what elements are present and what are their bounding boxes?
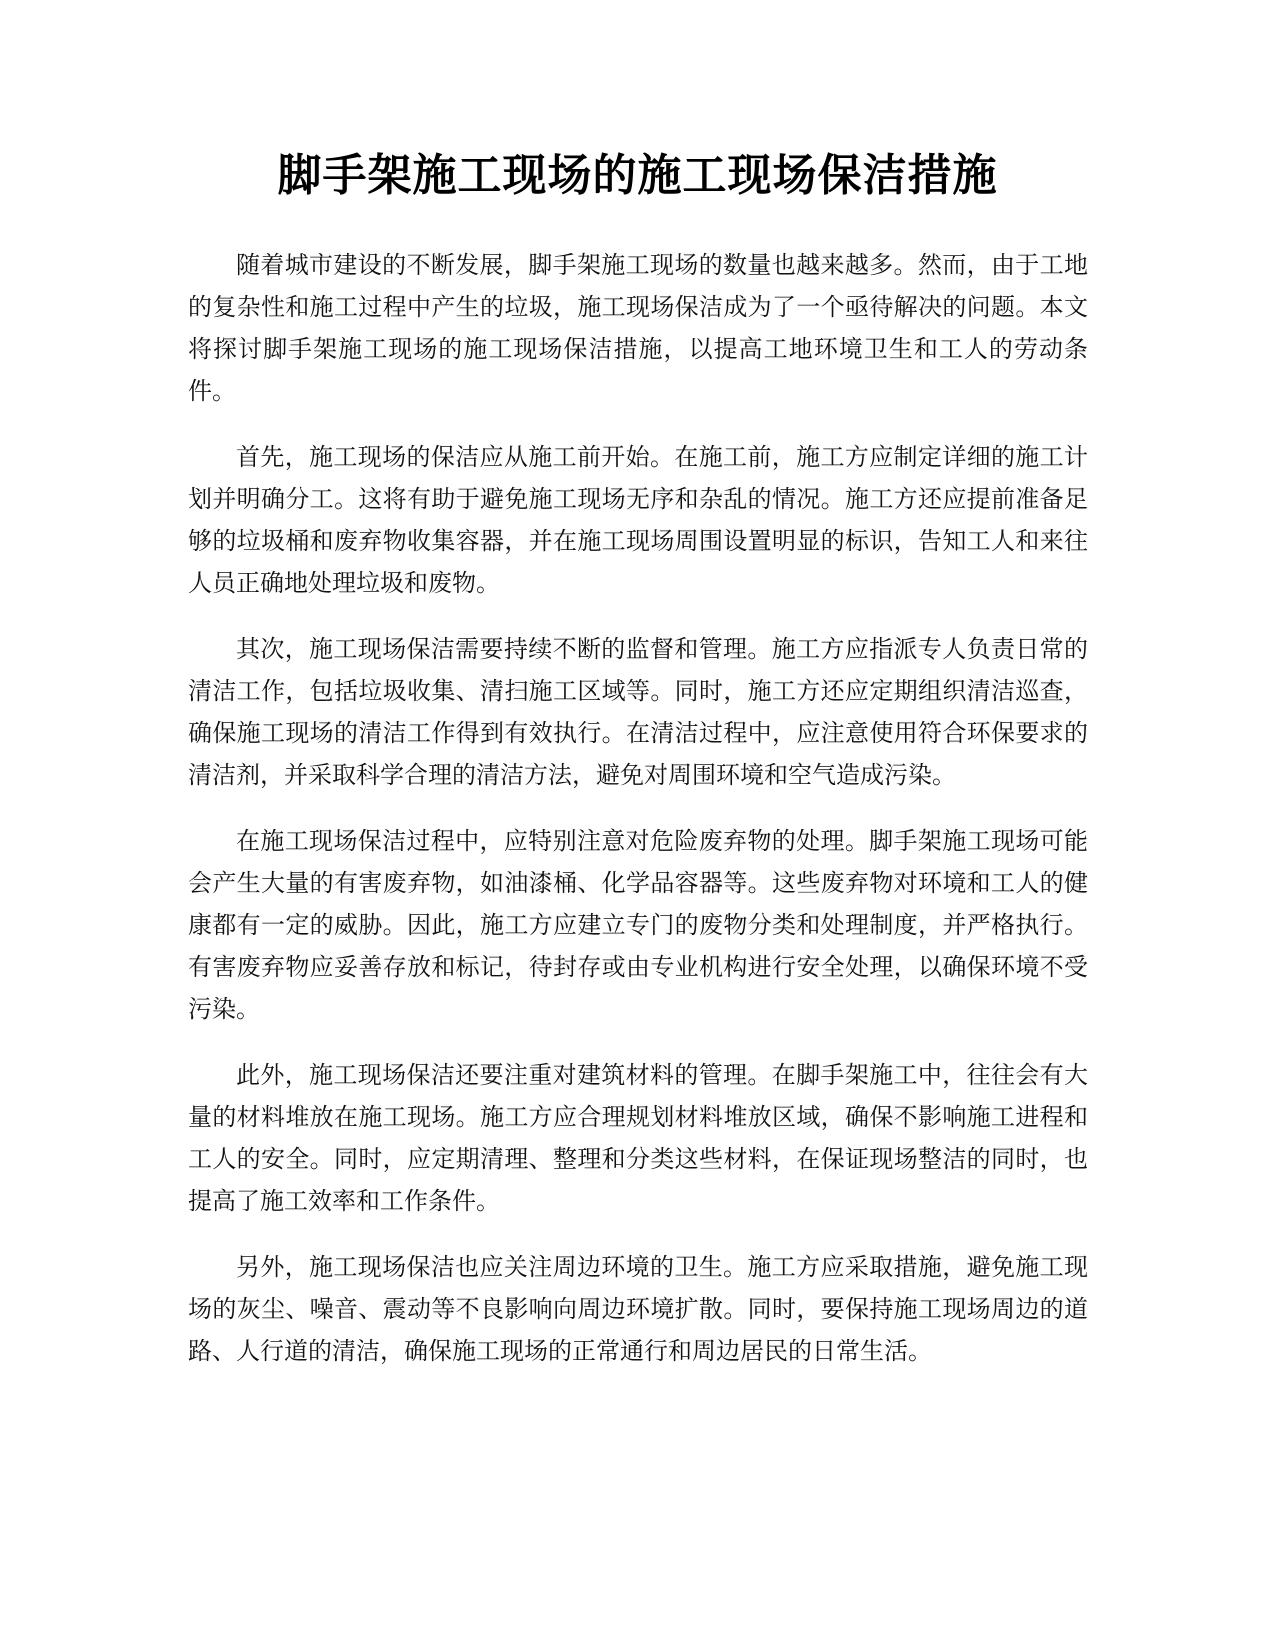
document-title: 脚手架施工现场的施工现场保洁措施	[277, 150, 998, 201]
paragraph-3: 其次，施工现场保洁需要持续不断的监督和管理。施工方应指派专人负责日常的清洁工作，包括垃圾收集、清扫施工区域等。同时，施工方还应定期组织清洁巡查，确保施工现场的清洁工作得到有效执行。在清洁过程中，应注意使用符合环保要求的清洁剂，并采取科学合理的清洁方法，避免对周围环境和空气造成污染。	[188, 635, 1088, 789]
document-body	[188, 244, 1088, 1396]
paragraph-2: 首先，施工现场的保洁应从施工前开始。在施工前，施工方应制定详细的施工计划并明确分工。这将有助于避免施工现场无序和杂乱的情况。施工方还应提前准备足够的垃圾桶和废弃物收集容器，并在施工现场周围设置明显的标识，告知工人和来往人员正确地处理垃圾和废物。	[188, 443, 1088, 597]
paragraph-1: 随着城市建设的不断发展，脚手架施工现场的数量也越来越多。然而，由于工地的复杂性和施工过程中产生的垃圾，施工现场保洁成为了一个亟待解决的问题。本文将探讨脚手架施工现场的施工现场保洁措施，以提高工地环境卫生和工人的劳动条件。	[188, 251, 1088, 405]
paragraph-5: 此外，施工现场保洁还要注重对建筑材料的管理。在脚手架施工中，往往会有大量的材料堆放在施工现场。施工方应合理规划材料堆放区域，确保不影响施工进程和工人的安全。同时，应定期清理、整理和分类这些材料，在保证现场整洁的同时，也提高了施工效率和工作条件。	[188, 1061, 1088, 1215]
paragraph-4: 在施工现场保洁过程中，应特别注意对危险废弃物的处理。脚手架施工现场可能会产生大量的有害废弃物，如油漆桶、化学品容器等。这些废弃物对环境和工人的健康都有一定的威胁。因此，施工方应建立专门的废物分类和处理制度，并严格执行。有害废弃物应妥善存放和标记，待封存或由专业机构进行安全处理，以确保环境不受污染。	[188, 827, 1088, 1023]
paragraph-6: 另外，施工现场保洁也应关注周边环境的卫生。施工方应采取措施，避免施工现场的灰尘、噪音、震动等不良影响向周边环境扩散。同时，要保持施工现场周边的道路、人行道的清洁，确保施工现场的正常通行和周边居民的日常生活。	[188, 1253, 1088, 1365]
